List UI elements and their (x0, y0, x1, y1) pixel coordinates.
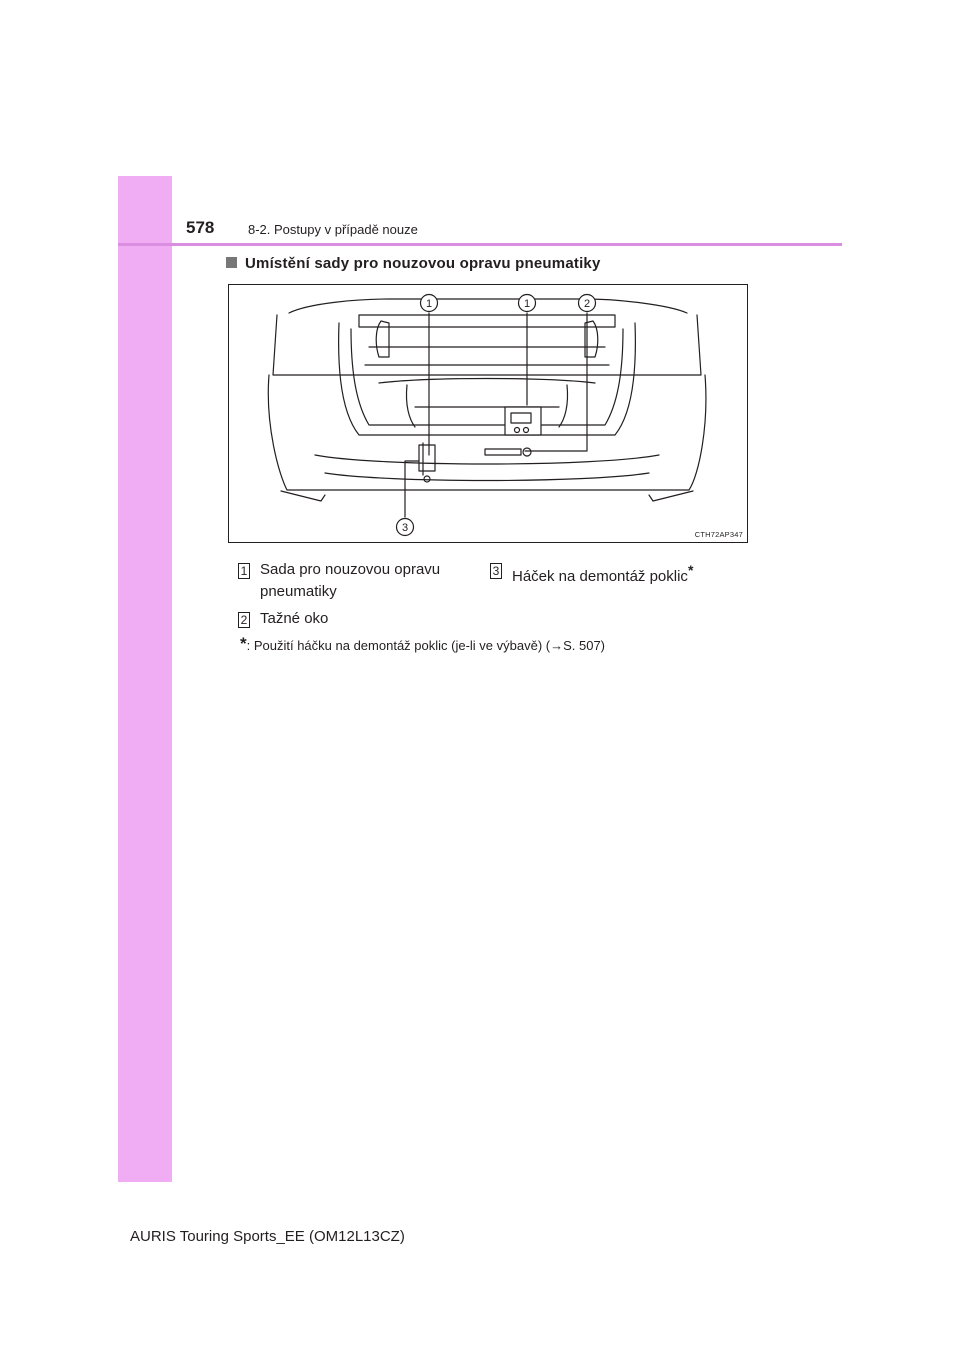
callout-1-right: 1 (523, 298, 531, 310)
footnote (240, 634, 605, 654)
legend-number-2: 2 (238, 612, 250, 628)
callout-1-left: 1 (425, 298, 433, 310)
page-header (0, 0, 960, 250)
legend-number-3: 3 (490, 563, 502, 579)
chapter-title: 8-2. Postupy v případě nouze (248, 222, 418, 237)
legend-item-3 (512, 559, 752, 588)
legend-3-footnote-mark: * (687, 562, 694, 578)
figure-code: CTH72AP347 (694, 530, 743, 539)
section-heading (226, 255, 601, 272)
page-number: 578 (186, 218, 215, 237)
square-bullet-icon (226, 257, 237, 268)
trunk-illustration (228, 284, 748, 543)
callout-3: 3 (401, 522, 409, 534)
footnote-text: : Použití háčku na demontáž poklic (je-li ve výbavě) (→S. 507) (246, 638, 606, 653)
page-footer: AURIS Touring Sports_EE (OM12L13CZ) (130, 1228, 405, 1245)
legend-number-1: 1 (238, 563, 250, 579)
callout-2: 2 (583, 298, 591, 310)
side-tab-band (118, 176, 172, 1182)
header-rule (118, 243, 842, 246)
footnote-mark: * (240, 634, 247, 653)
legend-text-2: Tažné oko (260, 610, 329, 627)
car-rear-open-trunk-drawing (229, 285, 747, 542)
legend-text-3: Háček na demontáž poklic (512, 568, 688, 585)
section-title-text: Umístění sady pro nouzovou opravu pneumatiky (245, 255, 601, 272)
legend-text-1: Sada pro nouzovou opravu pneumatiky (260, 561, 441, 600)
